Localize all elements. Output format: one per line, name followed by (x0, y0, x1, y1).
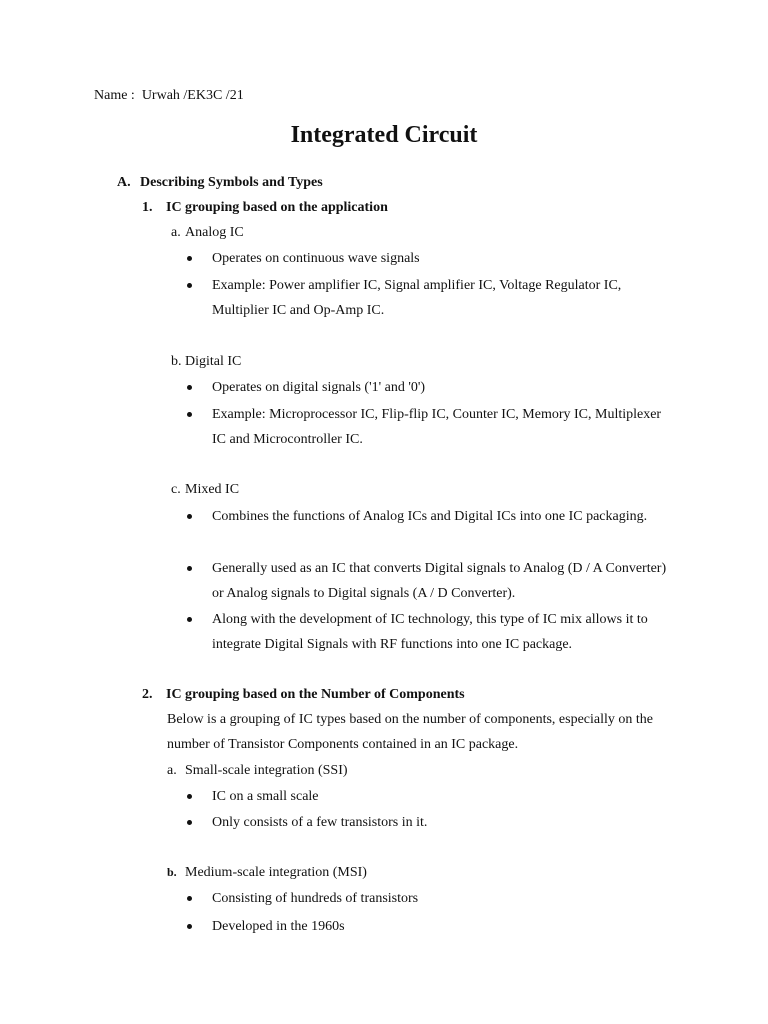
analog-ic-label (171, 225, 244, 241)
mixed-ic-letter: c. (171, 482, 181, 497)
list-item-text: Example: Microprocessor IC, Flip-flip IC, Counter IC, Memory IC, Multiplexer IC and Microcontroller IC. (212, 407, 662, 447)
ssi-label (167, 763, 348, 779)
group1-number: 1. (142, 200, 153, 215)
group2-intro-paragraph: Below is a grouping of IC types based on the number of components, especially on the number of Transistor Components contained in an IC package. (167, 712, 654, 752)
list-item (185, 273, 675, 323)
digital-ic-text: Digital IC (185, 354, 242, 369)
msi-text: Medium-scale integration (MSI) (185, 865, 367, 880)
group1-heading-text: IC grouping based on the application (166, 200, 388, 215)
list-item (185, 402, 675, 452)
group1-heading (142, 200, 388, 216)
group2-heading-text: IC grouping based on the Number of Components (166, 687, 465, 702)
analog-ic-text: Analog IC (185, 225, 244, 240)
list-item-text: Combines the functions of Analog ICs and Digital ICs into one IC packaging. (212, 509, 648, 524)
ssi-letter: a. (167, 763, 177, 778)
list-item-text: Along with the development of IC technology, this type of IC mix allows it to integrate Digital Signals with RF functions into one IC package. (212, 612, 648, 652)
list-item (185, 607, 675, 657)
list-item (185, 504, 675, 529)
list-item-text: Operates on digital signals ('1' and '0') (212, 380, 426, 395)
group2-heading (142, 687, 465, 703)
list-item (185, 914, 675, 939)
list-item (185, 375, 675, 400)
list-item (185, 784, 675, 809)
msi-letter: b. (167, 865, 177, 879)
msi-label (167, 865, 367, 881)
list-item-text: Developed in the 1960s (212, 919, 345, 934)
mixed-ic-label (171, 482, 239, 498)
list-item-text: IC on a small scale (212, 789, 319, 804)
student-name-line: Name : Urwah /EK3C /21 (94, 88, 244, 103)
section-a-text: Describing Symbols and Types (140, 175, 323, 190)
analog-ic-letter: a. (171, 225, 181, 240)
list-item-text: Consisting of hundreds of transistors (212, 891, 419, 906)
list-item (185, 810, 675, 835)
list-item-text: Only consists of a few transistors in it. (212, 815, 428, 830)
section-a-number: A. (117, 175, 131, 190)
mixed-ic-text: Mixed IC (185, 482, 240, 497)
list-item-text: Operates on continuous wave signals (212, 251, 420, 266)
group2-number: 2. (142, 687, 153, 702)
section-a-heading (117, 175, 323, 191)
list-item-text: Generally used as an IC that converts Digital signals to Analog (D / A Converter) or Analog signals to Digital signals (A / D Converter). (212, 561, 667, 601)
list-item (185, 246, 675, 271)
ssi-text: Small-scale integration (SSI) (185, 763, 348, 778)
digital-ic-letter: b. (171, 354, 182, 369)
document-title: Integrated Circuit (290, 122, 478, 148)
list-item (185, 556, 675, 606)
list-item (185, 886, 675, 911)
list-item-text: Example: Power amplifier IC, Signal amplifier IC, Voltage Regulator IC, Multiplier IC and Op-Amp IC. (212, 278, 622, 318)
digital-ic-label (171, 354, 241, 370)
